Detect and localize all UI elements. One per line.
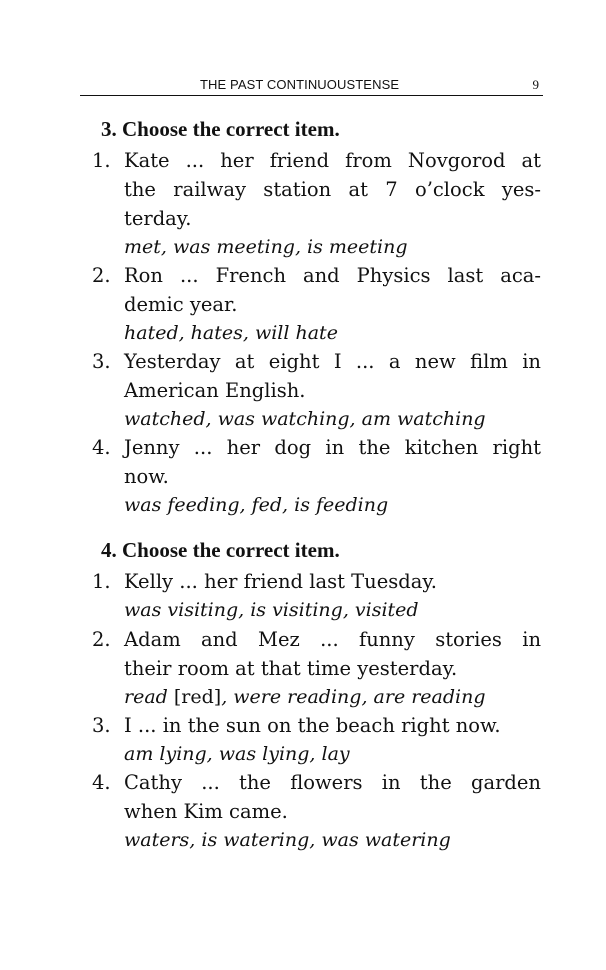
exercise-3-item-4-number: 4.	[92, 436, 111, 459]
exercise-3-item-4-line-2: now.	[124, 465, 169, 488]
exercise-4-item-2-line-1: Adam and Mez ... funny stories in	[124, 628, 541, 651]
page-number: 9	[532, 77, 539, 92]
exercise-3-item-2-line-1: Ron ... French and Physics last aca-	[124, 264, 541, 287]
exercise-4-item-4-line-2: when Kim came.	[124, 800, 288, 823]
exercise-4-item-1-number: 1.	[92, 570, 111, 593]
exercise-4-item-3-number: 3.	[92, 714, 111, 737]
exercise-4-item-3-line-1: I ... in the sun on the beach right now.	[124, 714, 501, 737]
exercise-3-title: 3. Choose the correct item.	[101, 117, 340, 141]
exercise-3-item-2-line-2: demic year.	[124, 293, 238, 316]
exercise-3-item-3-number: 3.	[92, 350, 111, 373]
exercise-4-item-4-options: waters, is watering, was watering	[124, 829, 451, 851]
exercise-3-item-1-line-2: the railway station at 7 o’clock yes-	[124, 178, 541, 201]
exercise-3-item-1-line-3: terday.	[124, 207, 192, 230]
exercise-4-item-2-transcription: [red]	[173, 686, 222, 708]
exercise-4-item-2-options-rest: , were reading, are reading	[221, 686, 486, 708]
running-title: THE PAST CONTINUOUSTENSE	[200, 77, 400, 92]
exercise-3-item-4-line-1: Jenny ... her dog in the kitchen right	[124, 436, 541, 459]
exercise-4-item-3-options: am lying, was lying, lay	[124, 743, 350, 765]
exercise-4-item-2-line-2: their room at that time yesterday.	[124, 657, 458, 680]
exercise-4-item-4-number: 4.	[92, 771, 111, 794]
running-head	[80, 77, 543, 96]
exercise-3-item-3-options: watched, was watching, am watching	[124, 408, 486, 430]
exercise-3-item-1-line-1: Kate ... her friend from Novgorod at	[124, 149, 541, 172]
exercise-3-item-3-line-1: Yesterday at eight I ... a new film in	[124, 350, 541, 373]
exercise-3-item-1-options: met, was meeting, is meeting	[124, 236, 408, 258]
exercise-4-title: 4. Choose the correct item.	[101, 538, 340, 562]
exercise-3-item-2-options: hated, hates, will hate	[124, 322, 338, 344]
exercise-3-item-4-options: was feeding, fed, is feeding	[124, 494, 389, 516]
exercise-3-item-2-number: 2.	[92, 264, 111, 287]
exercise-3-item-3-line-2: American English.	[124, 379, 306, 402]
exercise-4-item-2-options	[124, 686, 486, 708]
exercise-4-item-4-line-1: Cathy ... the flowers in the garden	[124, 771, 541, 794]
exercise-3-item-1-number: 1.	[92, 149, 111, 172]
exercise-4-item-2-number: 2.	[92, 628, 111, 651]
exercise-4-item-1-options: was visiting, is visiting, visited	[124, 599, 419, 621]
exercise-4-item-1-line-1: Kelly ... her friend last Tuesday.	[124, 570, 437, 593]
exercise-4-item-2-option-read: read	[124, 686, 168, 708]
